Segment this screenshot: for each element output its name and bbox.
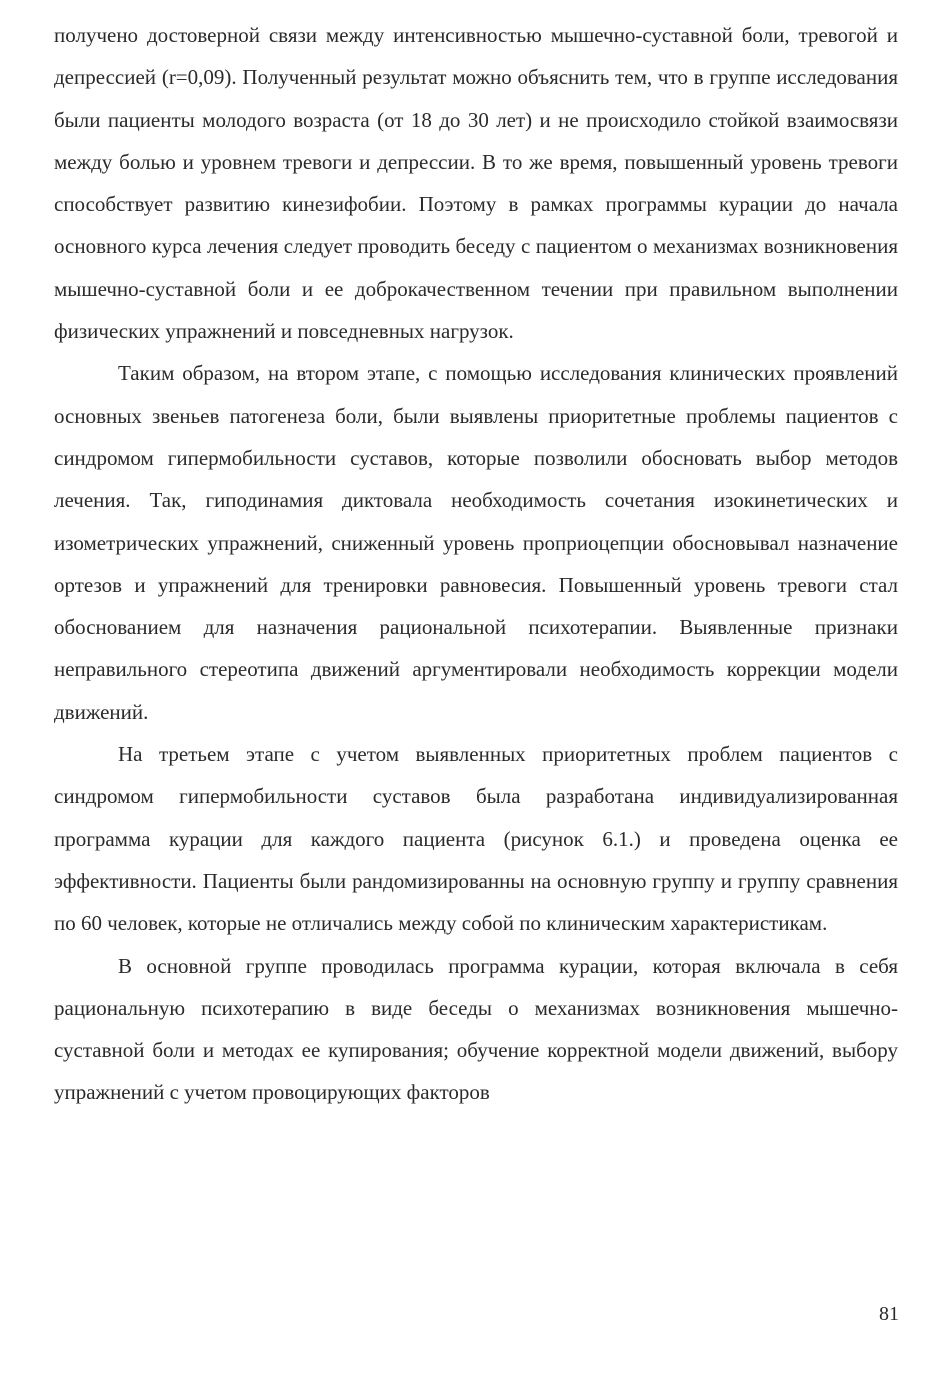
paragraph-1: получено достоверной связи между интенсивностью мышечно-суставной боли, тревогой и депрессией (r=0,09). Полученный результат можно объяснить тем, что в группе исследования были пациенты молодого возраста (от 18 до 30 лет) и не происходило стойкой взаимосвязи между болью и уровнем тревоги и депрессии. В то же время, повышенный уровень тревоги способствует развитию кинезифобии. Поэтому в рамках программы курации до начала основного курса лечения следует проводить беседу с пациентом о механизмах возникновения мышечно-суставной боли и ее доброкачественном течении при правильном выполнении физических упражнений и повседневных нагрузок.: [54, 23, 898, 344]
page-number: 81: [879, 1303, 899, 1325]
body-text: [54, 14, 898, 1114]
paragraph-3: На третьем этапе с учетом выявленных приоритетных проблем пациентов с синдромом гипермобильности суставов была разработана индивидуализированная программа курации для каждого пациента (рисунок 6.1.) и проведена оценка ее эффективности. Пациенты были рандомизированны на основную группу и группу сравнения по 60 человек, которые не отличались между собой по клиническим характеристикам.: [54, 742, 898, 936]
paragraph-2: Таким образом, на втором этапе, с помощью исследования клинических проявлений основных звеньев патогенеза боли, были выявлены приоритетные проблемы пациентов с синдромом гипермобильности суставов, которые позволили обосновать выбор методов лечения. Так, гиподинамия диктовала необходимость сочетания изокинетических и изометрических упражнений, сниженный уровень проприоцепции обосновывал назначение ортезов и упражнений для тренировки равновесия. Повышенный уровень тревоги стал обоснованием для назначения рациональной психотерапии. Выявленные признаки неправильного стереотипа движений аргументировали необходимость коррекции модели движений.: [54, 361, 898, 724]
paragraph-4: В основной группе проводилась программа курации, которая включала в себя рациональную психотерапию в виде беседы о механизмах возникновения мышечно-суставной боли и методах ее купирования; обучение корректной модели движений, выбору упражнений с учетом провоцирующих факторов: [54, 953, 898, 1105]
